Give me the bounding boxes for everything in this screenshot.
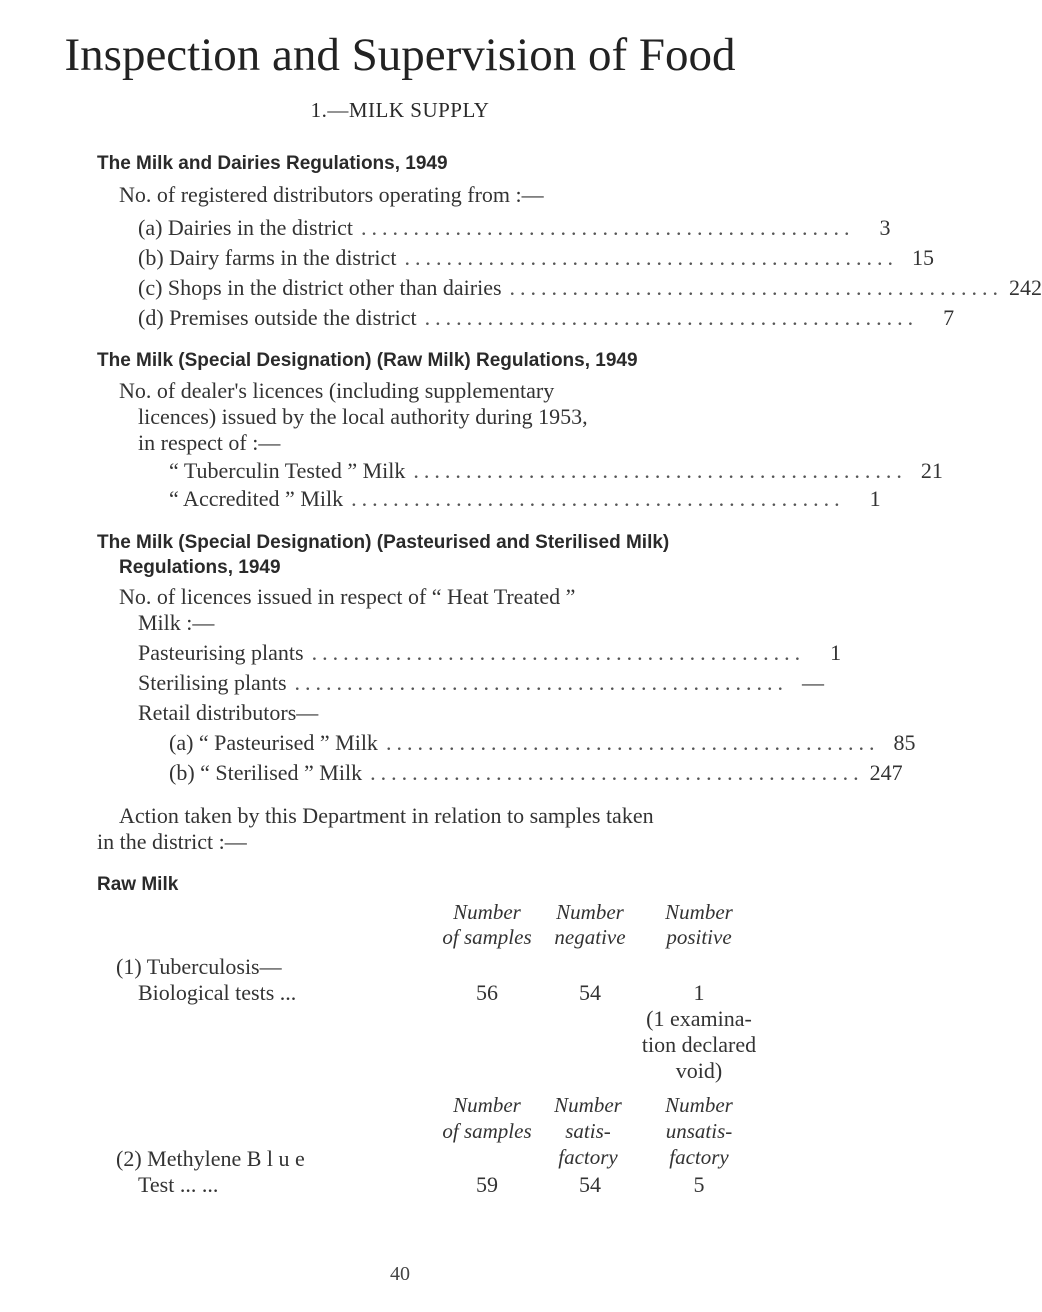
t2-value-samples: 59 [476,1172,498,1197]
t2-header-satisfactory [538,1092,638,1170]
reg3-item [138,670,824,696]
leader-dots: ............................................... [385,730,880,755]
t2-header-line: factory [558,1145,618,1169]
t2-header-line: factory [669,1145,729,1169]
reg1-item-label: (c) Shops in the district other than dairies [138,275,502,300]
section-heading: 1.—MILK SUPPLY [310,98,490,122]
t1-header-line: Number [665,900,733,924]
leader-dots: ............................................... [370,760,864,785]
t1-header-line: negative [554,925,626,949]
reg2-item-value: 1 [869,486,881,511]
reg2-intro-line: licences) issued by the local authority during 1953, [138,404,588,429]
retail-item-label: (a) “ Pasteurised ” Milk [169,730,378,755]
t1-header-positive [644,900,754,950]
reg1-item-label: (b) Dairy farms in the district [138,245,397,270]
t2-value-unsatisfactory: 5 [693,1172,705,1197]
t1-note-line: tion declared [641,1032,757,1057]
retail-item-value: 247 [869,760,903,785]
action-line: Action taken by this Department in relation to samples taken [119,803,654,828]
retail-item [169,730,916,756]
reg1-item-value: 3 [879,215,891,240]
retail-item-label: (b) “ Sterilised ” Milk [169,760,363,785]
t1-value-positive: 1 [693,980,705,1005]
retail-item-value: 85 [893,730,916,755]
leader-dots: ............................................... [311,640,806,665]
page-number: 40 [390,1263,410,1285]
t1-header-line: Number [453,900,521,924]
leader-dots: ............................................... [424,305,919,330]
reg1-heading: The Milk and Dairies Regulations, 1949 [97,153,448,174]
reg2-item-value: 21 [920,458,943,483]
reg2-intro-line: No. of dealer's licences (including supplementary [119,378,555,403]
reg2-item [169,486,881,512]
reg1-item [138,215,891,241]
t2-header-line: of samples [442,1119,532,1143]
reg3-heading-line: The Milk (Special Designation) (Pasteurised and Sterilised Milk) [97,532,670,553]
t2-header-line: unsatis- [665,1119,733,1143]
t2-header-line: Number [554,1093,622,1117]
leader-dots: ............................................... [294,670,788,695]
reg1-item-value: 7 [943,305,955,330]
t1-header-line: positive [666,925,732,949]
reg3-item-value: 1 [830,640,842,665]
reg1-item-label: (d) Premises outside the district [138,305,417,330]
reg1-item [138,275,1042,301]
t1-note-line: void) [675,1058,723,1083]
t1-value-negative: 54 [579,980,601,1005]
leader-dots: ............................................... [361,215,855,240]
leader-dots: ............................................... [351,486,845,511]
leader-dots: ............................................... [413,458,907,483]
t2-header-line: Number [453,1093,521,1117]
t2-label-line: Test ... ... [138,1172,219,1197]
reg1-item-value: 15 [911,245,934,270]
reg3-intro-line: No. of licences issued in respect of “ Heat Treated ” [119,584,576,609]
t1-note [628,1006,770,1084]
page-title: Inspection and Supervision of Food [64,29,736,81]
reg1-item [138,245,934,271]
action-line: in the district :— [97,829,247,854]
t2-value-satisfactory: 54 [579,1172,601,1197]
reg1-item-value: 242 [1009,275,1042,300]
reg3-heading-line: Regulations, 1949 [119,557,281,578]
t1-header-negative [540,900,640,950]
raw-milk-heading: Raw Milk [97,874,179,895]
t1-header-line: Number [556,900,624,924]
t2-header-samples [437,1092,537,1144]
reg2-heading: The Milk (Special Designation) (Raw Milk) Regulations, 1949 [97,350,638,371]
leader-dots: ............................................... [404,245,898,270]
reg3-item [138,640,842,666]
t1-note-line: (1 examina- [646,1006,752,1031]
t1-label-line: (1) Tuberculosis— [116,954,282,979]
reg1-intro: No. of registered distributors operating from :— [119,182,544,207]
t2-label-line: (2) Methylene B l u e [116,1146,305,1171]
reg1-item-label: (a) Dairies in the district [138,215,354,240]
reg2-item-label: “ Tuberculin Tested ” Milk [169,458,406,483]
t1-label-line: Biological tests ... [138,980,297,1005]
reg1-item [138,305,955,331]
t1-header-samples [437,900,537,950]
t1-value-samples: 56 [476,980,498,1005]
reg2-item-label: “ Accredited ” Milk [169,486,344,511]
t2-header-line: satis- [565,1119,611,1143]
t2-header-line: Number [665,1093,733,1117]
reg3-intro-line: Milk :— [138,610,215,635]
reg3-item-value: — [802,670,824,695]
t2-header-unsatisfactory [644,1092,754,1170]
reg2-item [169,458,943,484]
leader-dots: ............................................... [509,275,1004,300]
retail-item [169,760,903,786]
reg3-item-label: Pasteurising plants [138,640,304,665]
reg3-item-label: Sterilising plants [138,670,287,695]
reg2-intro-line: in respect of :— [138,430,281,455]
t1-header-line: of samples [442,925,532,949]
retail-distributors-label: Retail distributors— [138,700,319,725]
